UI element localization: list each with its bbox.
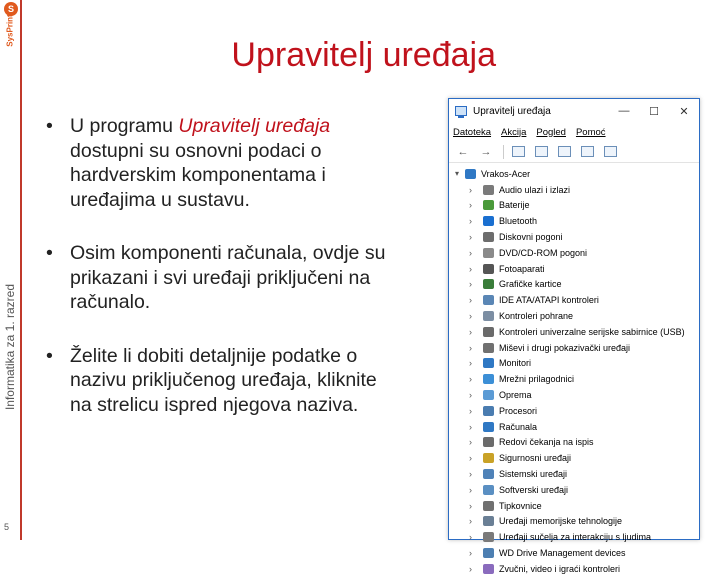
device-category-icon <box>483 516 494 526</box>
expand-arrow-icon[interactable]: › <box>469 232 472 243</box>
device-category-icon <box>483 295 494 305</box>
device-category-label: Uređaji sučelja za interakciju s ljudima <box>499 532 652 543</box>
device-category-icon <box>483 327 494 337</box>
device-category-label: Računala <box>499 421 538 432</box>
device-category-label: Tipkovnice <box>499 500 542 511</box>
expand-arrow-icon[interactable]: › <box>469 563 472 574</box>
device-category-icon <box>483 469 494 479</box>
device-category-label: DVD/CD-ROM pogoni <box>499 247 588 258</box>
menu-action[interactable]: Akcija <box>501 126 527 138</box>
expand-arrow-icon[interactable]: › <box>469 263 472 274</box>
device-category-label: Zvučni, video i igraći kontroleri <box>499 563 621 574</box>
device-category-icon <box>483 358 494 368</box>
device-category-icon <box>483 548 494 558</box>
device-category-icon <box>483 248 494 258</box>
device-category-row[interactable] <box>449 403 699 419</box>
device-category-row[interactable] <box>449 545 699 561</box>
device-category-row[interactable] <box>449 308 699 324</box>
device-category-icon <box>483 564 494 574</box>
device-category-icon <box>483 532 494 542</box>
device-category-row[interactable] <box>449 387 699 403</box>
bullet-emphasis: Upravitelj uređaja <box>178 115 331 137</box>
device-category-row[interactable] <box>449 245 699 261</box>
device-category-row[interactable] <box>449 340 699 356</box>
device-category-label: Softverski uređaji <box>499 484 569 495</box>
expand-arrow-icon[interactable]: › <box>469 421 472 432</box>
device-category-label: Uređaji memorijske tehnologije <box>499 516 623 527</box>
menu-file[interactable]: Datoteka <box>453 126 492 138</box>
device-category-icon <box>483 232 494 242</box>
expand-arrow-icon[interactable]: › <box>469 374 472 385</box>
bullet-text: Želite li dobiti detaljnije podatke o nazivu priključenog uređaja, kliknite na strelicu ispred njegova naziva. <box>70 344 377 416</box>
bullet-list <box>40 114 400 446</box>
device-category-row[interactable] <box>449 277 699 293</box>
device-category-icon <box>483 453 494 463</box>
device-category-label: Redovi čekanja na ispis <box>499 437 594 448</box>
device-category-row[interactable] <box>449 435 699 451</box>
slide-title <box>0 36 720 75</box>
device-category-icon <box>483 216 494 226</box>
device-manager-icon <box>455 106 467 116</box>
window-title: Upravitelj uređaja <box>473 105 551 117</box>
device-category-icon <box>483 437 494 447</box>
device-category-label: WD Drive Management devices <box>499 548 626 559</box>
device-category-label: Kontroleri pohrane <box>499 311 574 322</box>
expand-arrow-icon[interactable]: › <box>469 516 472 527</box>
expand-arrow-icon[interactable]: › <box>469 295 472 306</box>
bullet-dot: • <box>46 115 53 137</box>
monitor-icon[interactable] <box>600 144 620 160</box>
bullet-dot: • <box>46 242 53 264</box>
device-category-label: IDE ATA/ATAPI kontroleri <box>499 295 599 306</box>
tree-root[interactable] <box>449 166 699 182</box>
device-category-label: Grafičke kartice <box>499 279 562 290</box>
expand-arrow-icon[interactable]: › <box>469 184 472 195</box>
device-category-label: Baterije <box>499 200 530 211</box>
expand-arrow-icon[interactable]: › <box>469 469 472 480</box>
expand-arrow-icon[interactable]: › <box>469 484 472 495</box>
device-category-row[interactable] <box>449 182 699 198</box>
device-category-icon <box>483 374 494 384</box>
device-category-row[interactable] <box>449 482 699 498</box>
bullet-item <box>40 344 400 418</box>
slide-side-strip <box>0 0 22 540</box>
update-driver-icon[interactable] <box>531 144 551 160</box>
toolbar <box>449 141 699 163</box>
device-category-label: Oprema <box>499 390 532 401</box>
device-category-row[interactable] <box>449 198 699 214</box>
device-category-icon <box>483 501 494 511</box>
device-tree <box>449 163 699 577</box>
bullet-item <box>40 114 400 212</box>
back-button[interactable]: ← <box>457 145 469 158</box>
device-category-row[interactable] <box>449 529 699 545</box>
device-category-row[interactable] <box>449 261 699 277</box>
computer-icon <box>465 169 476 179</box>
expand-arrow-icon[interactable]: › <box>469 358 472 369</box>
device-manager-window <box>448 98 700 574</box>
tree-root-label: Vrakos-Acer <box>481 168 531 179</box>
page-number: 5 <box>4 522 10 532</box>
properties-icon[interactable] <box>508 144 528 160</box>
logo-text: SysPrint <box>5 14 15 47</box>
menu-help[interactable]: Pomoć <box>575 126 606 138</box>
device-category-row[interactable] <box>449 514 699 530</box>
device-category-row[interactable] <box>449 229 699 245</box>
vertical-course-title: Informatika za 1. razred <box>3 283 17 411</box>
device-category-label: Procesori <box>499 405 538 416</box>
expand-arrow-icon[interactable]: › <box>469 247 472 258</box>
window-titlebar[interactable] <box>449 99 699 123</box>
device-category-label: Fotoaparati <box>499 263 545 274</box>
expand-arrow-icon[interactable]: › <box>469 500 472 511</box>
forward-button[interactable]: → <box>480 145 492 158</box>
device-category-label: Monitori <box>499 358 532 369</box>
expand-arrow-icon[interactable]: › <box>469 311 472 322</box>
expand-arrow-icon[interactable]: › <box>469 548 472 559</box>
minimize-button[interactable]: — <box>618 105 630 117</box>
scan-hardware-icon[interactable] <box>577 144 597 160</box>
menu-bar <box>449 123 699 141</box>
device-category-row[interactable] <box>449 561 699 577</box>
menu-view[interactable]: Pogled <box>536 126 566 138</box>
device-category-row[interactable] <box>449 498 699 514</box>
device-category-label: Mrežni prilagodnici <box>499 374 575 385</box>
expand-arrow-icon[interactable]: › <box>469 342 472 353</box>
device-category-icon <box>483 406 494 416</box>
device-category-row[interactable] <box>449 419 699 435</box>
device-category-icon <box>483 185 494 195</box>
device-category-row[interactable] <box>449 450 699 466</box>
expand-arrow-icon[interactable]: › <box>469 532 472 543</box>
device-category-row[interactable] <box>449 213 699 229</box>
device-category-icon <box>483 200 494 210</box>
device-category-label: Kontroleri univerzalne serijske sabirnice (USB) <box>499 326 685 337</box>
maximize-button[interactable]: ☐ <box>649 105 659 118</box>
device-category-icon <box>483 343 494 353</box>
help-icon[interactable] <box>554 144 574 160</box>
device-category-label: Sistemski uređaji <box>499 469 568 480</box>
device-category-label: Sigurnosni uređaji <box>499 453 572 464</box>
device-category-icon <box>483 485 494 495</box>
logo-badge: S <box>4 2 18 16</box>
collapse-arrow-icon[interactable]: ▾ <box>455 169 460 179</box>
device-category-row[interactable] <box>449 292 699 308</box>
toolbar-separator <box>503 145 504 159</box>
device-category-icon <box>483 279 494 289</box>
bullet-text: Osim komponenti računala, ovdje su prikazani i svi uređaji priključeni na računalo. <box>70 242 386 313</box>
expand-arrow-icon[interactable]: › <box>469 326 472 337</box>
expand-arrow-icon[interactable]: › <box>469 200 472 211</box>
expand-arrow-icon[interactable]: › <box>469 437 472 448</box>
device-category-label: Diskovni pogoni <box>499 232 563 243</box>
bullet-dot: • <box>46 344 53 367</box>
device-category-label: Miševi i drugi pokazivački uređaji <box>499 342 631 353</box>
expand-arrow-icon[interactable]: › <box>469 390 472 401</box>
expand-arrow-icon[interactable]: › <box>469 453 472 464</box>
device-category-row[interactable] <box>449 356 699 372</box>
device-category-icon <box>483 264 494 274</box>
device-category-icon <box>483 311 494 321</box>
bullet-text: U programu <box>70 115 179 137</box>
expand-arrow-icon[interactable]: › <box>469 405 472 416</box>
device-category-label: Bluetooth <box>499 216 538 227</box>
device-category-row[interactable] <box>449 324 699 340</box>
device-category-row[interactable] <box>449 371 699 387</box>
bullet-item <box>40 241 400 315</box>
close-button[interactable]: ✕ <box>679 105 689 118</box>
device-category-icon <box>483 422 494 432</box>
device-category-row[interactable] <box>449 466 699 482</box>
expand-arrow-icon[interactable]: › <box>469 279 472 290</box>
device-category-icon <box>483 390 494 400</box>
device-category-label: Audio ulazi i izlazi <box>499 184 571 195</box>
slide-title-text: Upravitelj uređaja <box>231 36 496 74</box>
bullet-text: dostupni su osnovni podaci o hardverskim komponentama i uređajima u sustavu. <box>70 139 326 211</box>
expand-arrow-icon[interactable]: › <box>469 216 472 227</box>
